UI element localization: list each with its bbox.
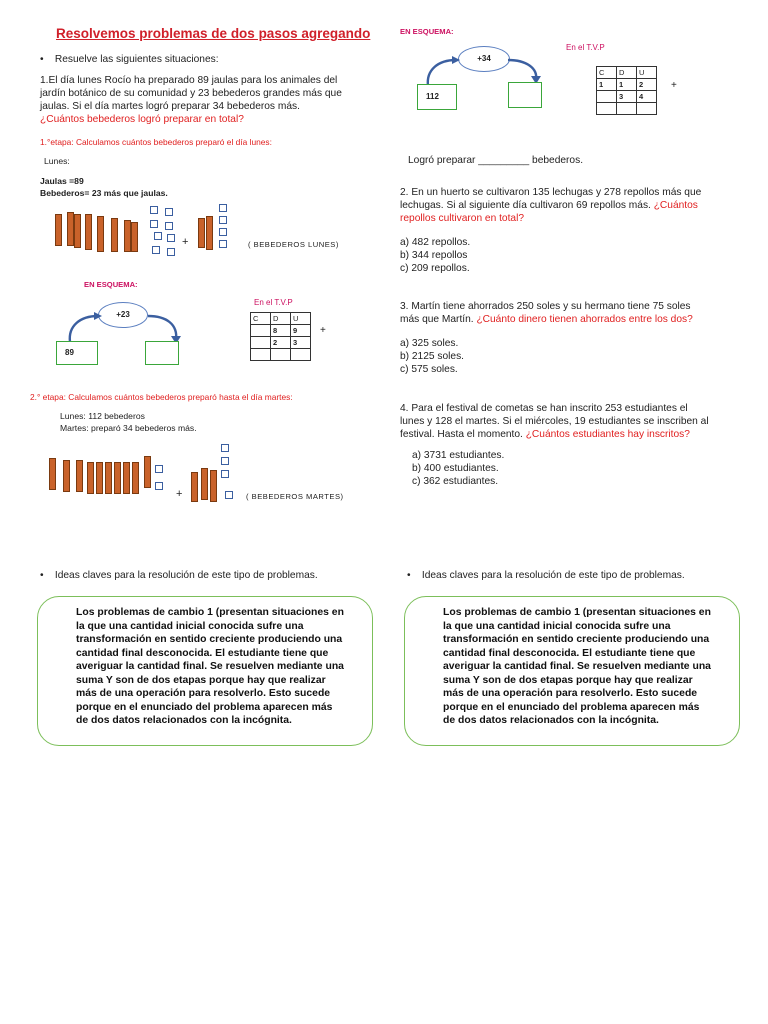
increment-oval: +23 (98, 302, 148, 328)
stage-2-caption: ( BEBEDEROS MARTES) (246, 492, 344, 501)
bullet-dot: • (40, 570, 55, 581)
key-ideas-text-right (443, 606, 723, 728)
esquema-label: EN ESQUEMA: (84, 280, 138, 289)
arrow-curve-icon (146, 312, 186, 344)
ten-stick (76, 460, 83, 492)
increment-oval: +34 (458, 46, 510, 72)
problem-2 (400, 186, 740, 275)
ten-stick (63, 460, 70, 492)
intro-text: Resuelve las siguientes situaciones: (54, 54, 219, 65)
unit-cube (221, 444, 229, 452)
arrow-curve-icon (64, 312, 104, 344)
option: b) 344 repollos (400, 250, 468, 261)
tvp-cell: 9 (291, 325, 311, 337)
key-line: más de una operación para resolverlo. Esto sucede (76, 688, 331, 699)
result-box (508, 82, 542, 108)
problem-4-line: 4. Para el festival de cometas se han inscrito 253 estudiantes el (400, 403, 688, 414)
ten-stick (74, 214, 81, 248)
unit-cube (167, 248, 175, 256)
tvp-plus: + (671, 80, 677, 91)
bullet-dot: • (40, 54, 55, 65)
problem-2-question: repollos cultivaron en total? (400, 213, 525, 224)
problem-4 (400, 402, 746, 488)
ideas-bullet-left (40, 570, 318, 581)
ten-stick (144, 456, 151, 488)
unit-cube (221, 457, 229, 465)
start-value-box: 89 (56, 341, 98, 365)
tvp-table (250, 312, 311, 361)
tvp-cell: 3 (291, 337, 311, 349)
option: c) 209 repollos. (400, 263, 470, 274)
option: c) 362 estudiantes. (412, 476, 499, 487)
option: a) 3731 estudiantes. (412, 450, 505, 461)
tvp-cell (251, 349, 271, 361)
tvp-cell: 4 (637, 91, 657, 103)
unit-cube (155, 465, 163, 473)
tvp-header: U (291, 313, 311, 325)
stage-1-jaulas: Jaulas =89 (40, 176, 84, 186)
problem-2-question: ¿Cuántos (653, 200, 698, 211)
key-line: transformación en sentido creciente produciendo una (443, 634, 710, 645)
tvp-cell: 1 (597, 79, 617, 91)
tvp-cell (637, 103, 657, 115)
key-line: averiguar la cantidad final. Se resuelven mediante una (443, 661, 711, 672)
ten-stick (111, 218, 118, 252)
ten-stick (114, 462, 121, 494)
stage-2-heading: 2.° etapa: Calculamos cuántos bebederos preparó hasta el día martes: (30, 392, 293, 402)
page-title: Resolvemos problemas de dos pasos agregando (56, 26, 371, 41)
unit-cube (155, 482, 163, 490)
option: b) 2125 soles. (400, 351, 464, 362)
key-line: más de una operación para resolverlo. Esto sucede (443, 688, 698, 699)
result-box (145, 341, 179, 365)
ten-stick (105, 462, 112, 494)
unit-cube (219, 216, 227, 224)
problem-4-question: ¿Cuántos estudiantes hay inscritos? (525, 429, 690, 440)
key-line: averiguar la cantidad final. Se resuelven mediante una (76, 661, 344, 672)
ten-stick (124, 220, 131, 252)
tvp-cell (597, 103, 617, 115)
problem-2-line: 2. En un huerto se cultivaron 135 lechugas y 278 repollos más que (400, 187, 702, 198)
ten-stick (201, 468, 208, 500)
ten-stick (210, 470, 217, 502)
key-line: suma Y son de dos etapas porque hay que realizar (76, 674, 326, 686)
tvp-plus: + (320, 325, 326, 336)
ten-stick (85, 214, 92, 250)
tvp-header: U (637, 67, 657, 79)
ten-stick (198, 218, 205, 248)
ten-stick (131, 222, 138, 252)
ten-stick (132, 462, 139, 494)
unit-cube (221, 470, 229, 478)
key-line: porque en el enunciado del problema aparecen más (76, 701, 333, 713)
ten-stick (67, 212, 74, 246)
start-value-box: 112 (417, 84, 457, 110)
unit-cube (219, 204, 227, 212)
key-line: de dos datos relacionados con la incógnita. (443, 715, 659, 726)
ten-stick (55, 214, 62, 246)
tvp-cell (271, 349, 291, 361)
unit-cube (225, 491, 233, 499)
option: c) 575 soles. (400, 364, 458, 375)
bullet-dot: • (407, 570, 422, 581)
stage-2-lunes: Lunes: 112 bebederos (60, 411, 145, 421)
key-line: porque en el enunciado del problema aparecen más (443, 701, 700, 713)
tvp-header: D (271, 313, 291, 325)
ten-stick (191, 472, 198, 502)
tvp-header: C (597, 67, 617, 79)
tvp-header: C (251, 313, 271, 325)
esquema-label: EN ESQUEMA: (400, 27, 454, 36)
plus-sign: + (182, 236, 189, 248)
problem-3 (400, 300, 740, 376)
key-line: cantidad final desconocida. El estudiante tiene que (76, 647, 329, 659)
ten-stick (96, 462, 103, 494)
ten-stick (97, 216, 104, 252)
tvp-cell (251, 337, 271, 349)
problem-3-line: más que Martín. (400, 314, 477, 325)
problem-3-line: 3. Martín tiene ahorrados 250 soles y su hermano tiene 75 soles (400, 301, 691, 312)
key-line: cantidad final desconocida. El estudiante tiene que (443, 647, 696, 659)
unit-cube (219, 240, 227, 248)
unit-cube (152, 246, 160, 254)
tvp-cell: 2 (271, 337, 291, 349)
key-line: suma Y son de dos etapas porque hay que realizar (443, 674, 693, 686)
tvp-cell: 1 (617, 79, 637, 91)
tvp-cell (597, 91, 617, 103)
ten-stick (87, 462, 94, 494)
stage-1-caption: ( BEBEDEROS LUNES) (248, 240, 339, 249)
tvp-cell: 3 (617, 91, 637, 103)
intro-bullet (40, 54, 219, 65)
unit-cube (165, 222, 173, 230)
problem-1-question: ¿Cuántos bebederos logró preparar en total? (40, 114, 244, 125)
tvp-cell: 2 (637, 79, 657, 91)
key-line: de dos datos relacionados con la incógnita. (76, 715, 292, 726)
tvp-label: En el T.V.P (254, 298, 293, 307)
problem-1-line: jardín botánico de su comunidad y 23 bebederos grandes más que (40, 88, 342, 99)
plus-sign: + (176, 488, 183, 500)
stage-1-heading: 1.°etapa: Calculamos cuántos bebederos preparó el día lunes: (40, 137, 272, 147)
tvp-table (596, 66, 657, 115)
problem-1 (40, 74, 360, 126)
ideas-text: Ideas claves para la resolución de este tipo de problemas. (421, 570, 685, 581)
option: b) 400 estudiantes. (412, 463, 499, 474)
unit-cube (150, 206, 158, 214)
problem-1-line: 1.El día lunes Rocío ha preparado 89 jaulas para los animales del (40, 75, 338, 86)
key-line: Los problemas de cambio 1 (presentan situaciones en (443, 607, 711, 618)
ten-stick (123, 462, 130, 494)
ten-stick (206, 216, 213, 250)
unit-cube (219, 228, 227, 236)
ideas-bullet-right (407, 570, 685, 581)
key-line: la que una cantidad inicial conocida sufre una (443, 620, 671, 632)
unit-cube (150, 220, 158, 228)
problem-3-question: ¿Cuánto dinero tienen ahorrados entre los dos? (476, 314, 693, 325)
unit-cube (154, 232, 162, 240)
stage-1-bebederos: Bebederos= 23 más que jaulas. (40, 188, 168, 198)
unit-cube (165, 208, 173, 216)
tvp-label: En el T.V.P (566, 43, 605, 52)
problem-2-line: lechugas. Si al siguiente día cultivaron 69 repollos más. (400, 200, 654, 211)
unit-cube (167, 234, 175, 242)
key-line: Los problemas de cambio 1 (presentan situaciones en (76, 607, 344, 618)
option: a) 325 soles. (400, 338, 459, 349)
tvp-cell: 8 (271, 325, 291, 337)
key-line: transformación en sentido creciente produciendo una (76, 634, 343, 645)
problem-4-line: lunes y 128 el martes. Si el miércoles, 19 estudiantes se inscriben al (400, 416, 709, 427)
tvp-header: D (617, 67, 637, 79)
ideas-text: Ideas claves para la resolución de este tipo de problemas. (54, 570, 318, 581)
ten-stick (49, 458, 56, 490)
key-line: la que una cantidad inicial conocida sufre una (76, 620, 304, 632)
key-ideas-text-left (76, 606, 356, 728)
tvp-cell (617, 103, 637, 115)
problem-4-line: festival. Hasta el momento. (400, 429, 526, 440)
option: a) 482 repollos. (400, 237, 471, 248)
problem-1-line: jaulas. Si el día martes logró preparar 34 bebederos más. (40, 101, 300, 112)
stage-2-martes: Martes: preparó 34 bebederos más. (60, 423, 197, 433)
tvp-cell (291, 349, 311, 361)
answer-line: Logró preparar _________ bebederos. (408, 155, 584, 166)
stage-1-lunes: Lunes: (44, 156, 70, 166)
tvp-cell (251, 325, 271, 337)
